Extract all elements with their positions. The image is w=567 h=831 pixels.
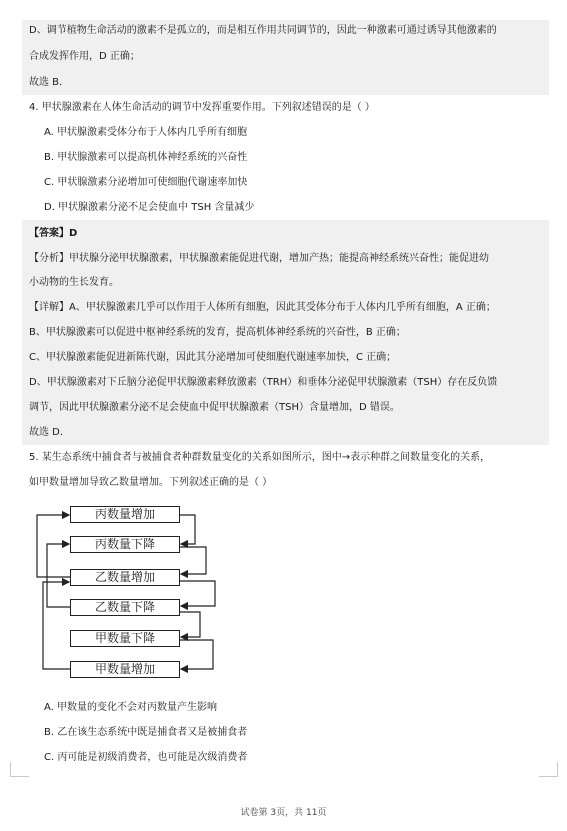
q4-analysis-line-1: 【分析】甲状腺分泌甲状腺激素，甲状腺激素能促进代谢，增加产热；能提高神经系统兴奋性；能促进幼	[29, 253, 489, 264]
q4-detail-line-1: 【详解】A、甲状腺激素几乎可以作用于人体所有细胞，因此其受体分布于人体内几乎所有细胞，A 正确；	[29, 302, 496, 313]
q4-detail-line-5: 调节，因此甲状腺激素分泌不足会使血中促甲状腺激素（TSH）含量增加，D 错误。	[29, 402, 400, 413]
q4-stem: 4. 甲状腺激素在人体生命活动的调节中发挥重要作用。下列叙述错误的是（ ）	[29, 102, 375, 113]
population-flow-diagram	[30, 502, 220, 687]
box-jia-increase: 甲数量增加	[70, 661, 180, 678]
q4-option-b: B. 甲状腺激素可以提高机体神经系统的兴奋性	[44, 152, 248, 163]
crop-mark-bottom-left	[10, 762, 29, 777]
q4-answer: 【答案】D	[29, 228, 78, 239]
q5-option-a: A. 甲数量的变化不会对丙数量产生影响	[44, 702, 218, 713]
page-footer: 试卷第 3页，共 11页	[240, 808, 327, 818]
box-bing-increase: 丙数量增加	[70, 506, 180, 523]
diagram-arrows	[30, 502, 220, 687]
q5-option-b: B. 乙在该生态系统中既是捕食者又是被捕食者	[44, 727, 248, 738]
prev-answer: 故选 B.	[29, 77, 63, 88]
box-jia-decrease: 甲数量下降	[70, 630, 180, 647]
box-yi-increase: 乙数量增加	[70, 569, 180, 586]
q5-stem-line-2: 如甲数量增加导致乙数量增加。下列叙述正确的是（ ）	[29, 477, 273, 488]
box-yi-decrease: 乙数量下降	[70, 599, 180, 616]
q4-analysis-line-2: 小动物的生长发育。	[29, 277, 119, 288]
q4-detail-line-3: C、甲状腺激素能促进新陈代谢，因此其分泌增加可使细胞代谢速率加快，C 正确；	[29, 352, 397, 363]
q4-conclusion: 故选 D.	[29, 427, 64, 438]
q5-option-c: C. 丙可能是初级消费者，也可能是次级消费者	[44, 752, 248, 763]
q4-option-d: D. 甲状腺激素分泌不足会使血中 TSH 含量减少	[44, 202, 255, 213]
q5-stem-line-1: 5. 某生态系统中捕食者与被捕食者种群数量变化的关系如图所示，图中→表示种群之间数量变化的关系，	[29, 452, 491, 463]
prev-solution-line-2: 合成发挥作用，D 正确；	[29, 51, 140, 62]
q4-option-c: C. 甲状腺激素分泌增加可使细胞代谢速率加快	[44, 177, 248, 188]
prev-solution-line-1: D、调节植物生命活动的激素不是孤立的，而是相互作用共同调节的，因此一种激素可通过诱导其他激素的	[29, 25, 497, 36]
q4-detail-line-2: B、甲状腺激素可以促进中枢神经系统的发育，提高机体神经系统的兴奋性，B 正确；	[29, 327, 406, 338]
q4-detail-line-4: D、甲状腺激素对下丘脑分泌促甲状腺激素释放激素（TRH）和垂体分泌促甲状腺激素（TSH）存在反负馈	[29, 377, 498, 388]
box-bing-decrease: 丙数量下降	[70, 536, 180, 553]
crop-mark-bottom-right	[539, 762, 558, 777]
q4-option-a: A. 甲状腺激素受体分布于人体内几乎所有细胞	[44, 127, 248, 138]
